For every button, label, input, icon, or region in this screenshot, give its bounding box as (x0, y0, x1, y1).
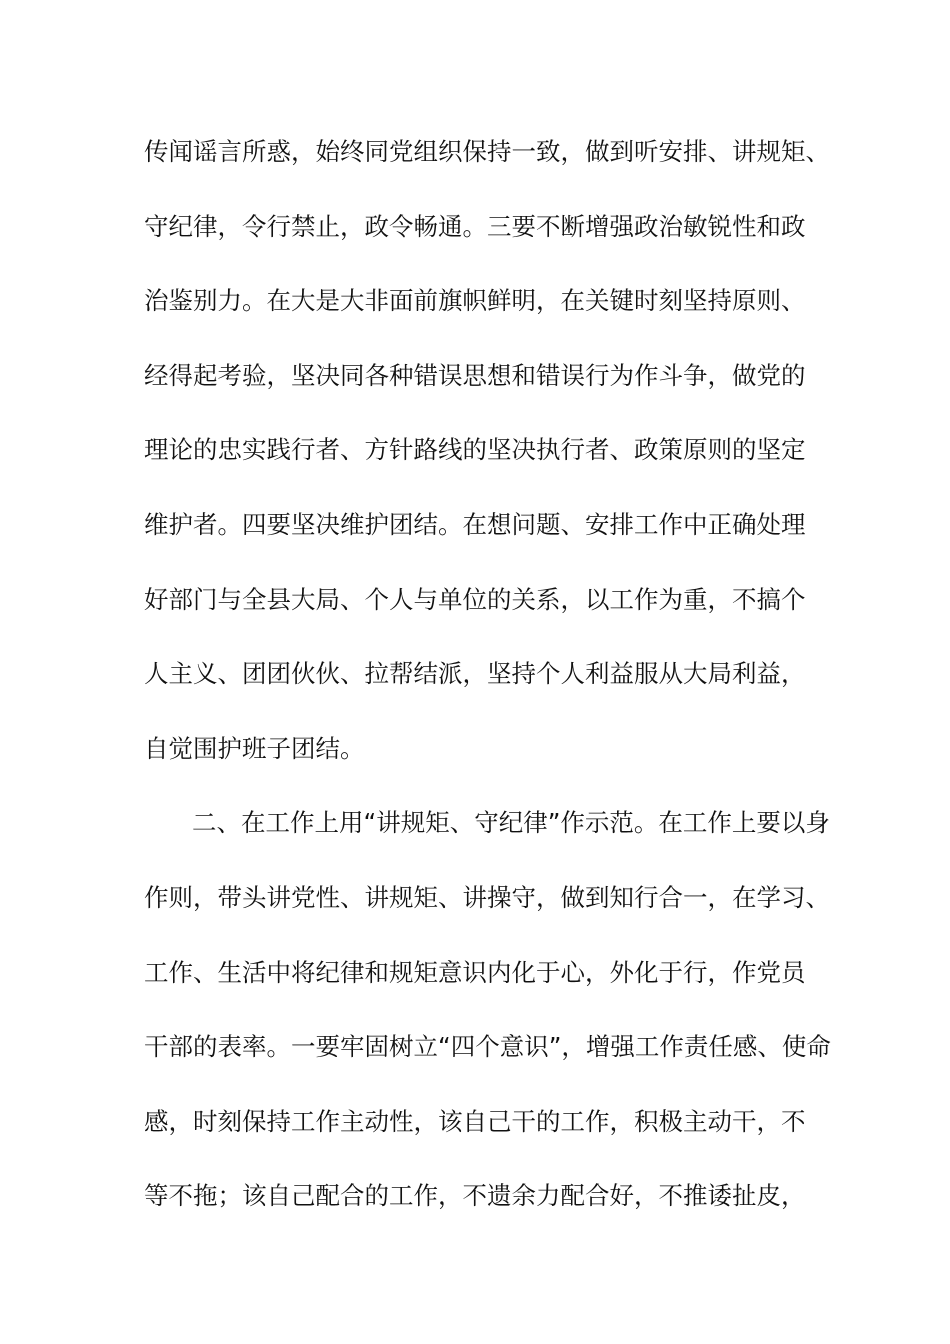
text-line: 理论的忠实践行者、方针路线的坚决执行者、政策原则的坚定 (144, 435, 806, 465)
text-line: 维护者。四要坚决维护团结。在想问题、安排工作中正确处理 (144, 509, 806, 539)
text-line: 感，时刻保持工作主动性，该自己干的工作，积极主动干，不 (144, 1106, 806, 1136)
section-heading-line: 二、在工作上用“讲规矩、守纪律”作示范。在工作上要以身 (192, 808, 830, 838)
text-line: 人主义、团团伙伙、拉帮结派，坚持个人利益服从大局利益， (144, 659, 806, 689)
body-text (144, 128, 831, 1247)
text-line: 好部门与全县大局、个人与单位的关系，以工作为重，不搞个 (144, 584, 806, 614)
text-line: 干部的表率。一要牢固树立“四个意识”，增强工作责任感、使命 (144, 1032, 831, 1062)
text-line: 作则，带头讲党性、讲规矩、讲操守，做到知行合一，在学习、 (144, 882, 830, 912)
text-line: 治鉴别力。在大是大非面前旗帜鲜明，在关键时刻坚持原则、 (144, 286, 806, 316)
text-line: 等不拖；该自己配合的工作，不遗余力配合好，不推诿扯皮， (144, 1181, 806, 1211)
text-line: 工作、生活中将纪律和规矩意识内化于心，外化于行，作党员 (144, 957, 806, 987)
text-line: 自觉围护班子团结。 (144, 733, 365, 763)
text-line: 经得起考验，坚决同各种错误思想和错误行为作斗争，做党的 (144, 360, 806, 390)
text-line: 传闻谣言所惑，始终同党组织保持一致，做到听安排、讲规矩、 (144, 137, 830, 166)
text-line: 守纪律，令行禁止，政令畅通。三要不断增强政治敏锐性和政 (144, 211, 806, 241)
